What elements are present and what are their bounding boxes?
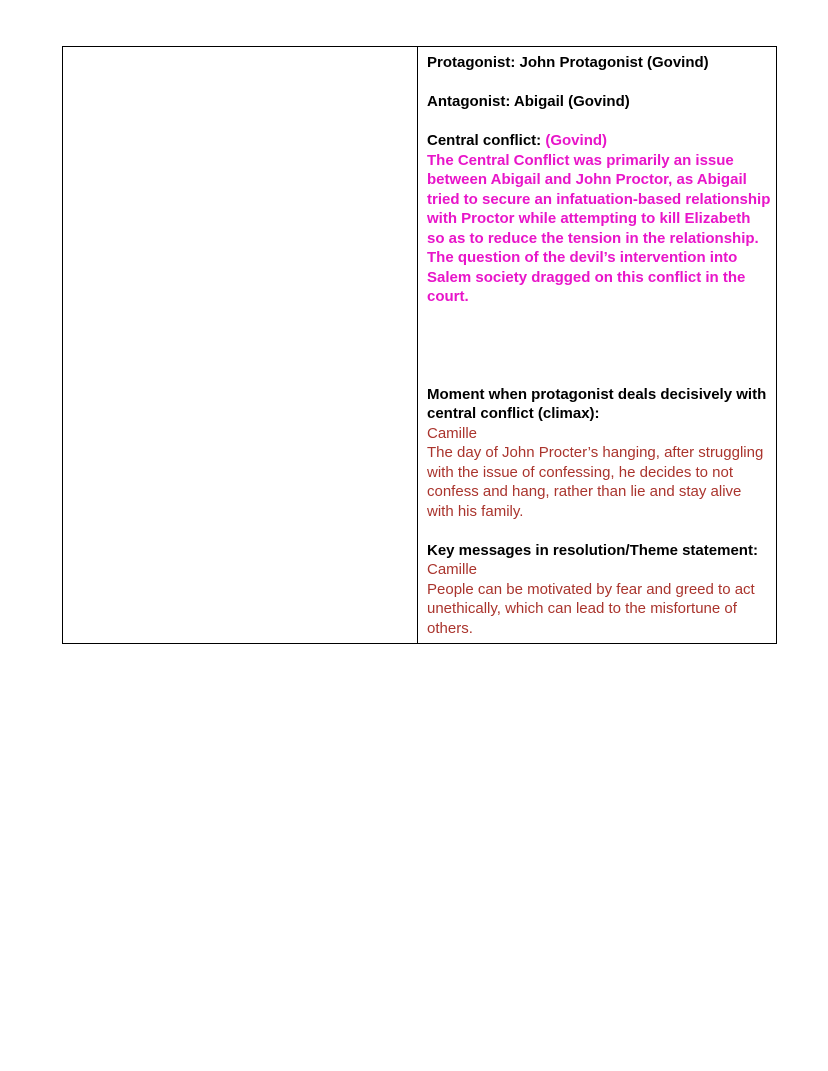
story-elements-table: [62, 46, 777, 644]
central-conflict-label: Central conflict:: [427, 132, 546, 149]
climax-author: Camille: [427, 424, 478, 442]
theme-author: Camille: [427, 561, 478, 578]
protagonist-heading: Protagonist: John Protagonist (Govind): [427, 54, 709, 71]
central-conflict-block: [427, 131, 772, 307]
central-conflict-attribution: (Govind): [545, 132, 608, 149]
climax-block: [427, 385, 772, 522]
theme-block: [427, 541, 772, 639]
theme-body: People can be motivated by fear and greed to act unethically, which can lead to the misfortune of others.: [427, 580, 755, 637]
table-cell-right: [418, 47, 776, 643]
antagonist-heading: Antagonist: Abigail (Govind): [427, 93, 630, 110]
central-conflict-body: The Central Conflict was primarily an issue between Abigail and John Proctor, as Abigail tried to secure an infatuation-based relationship with Proctor while attempting to kill Elizabeth so as to reduce the tension in the relationship. The question of the devil’s intervention into Salem society dragged on this conflict in the court.: [427, 151, 771, 305]
central-conflict-heading-line: [427, 131, 772, 151]
table-cell-left-empty: [63, 47, 418, 643]
climax-body: The day of John Procter’s hanging, after struggling with the issue of confessing, he decides to not confess and hang, rather than lie and stay alive with his family.: [427, 444, 764, 520]
climax-heading: Moment when protagonist deals decisively with central conflict (climax):: [427, 385, 767, 422]
theme-heading: Key messages in resolution/Theme statement:: [427, 541, 758, 559]
